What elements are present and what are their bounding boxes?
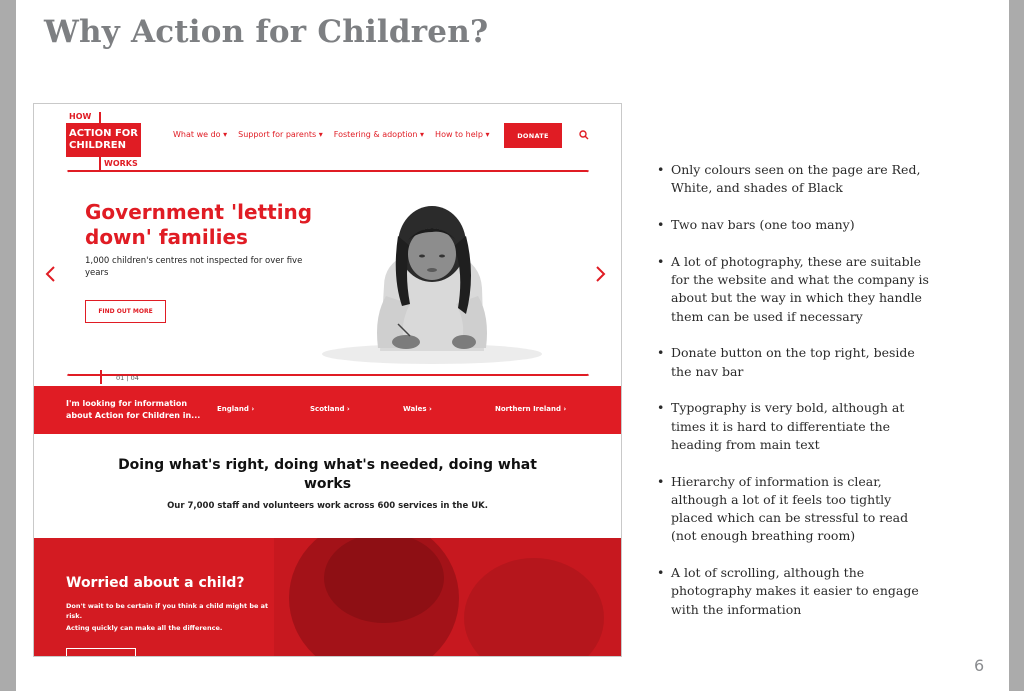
hero-body: 1,000 children's centres not inspected for over five years	[85, 256, 303, 278]
mission-heading: Doing what's right, doing what's needed, doing what works	[118, 457, 537, 492]
note-item: • Only colours seen on the page are Red, White, and shades of Black	[657, 161, 937, 198]
logo-works: WORKS	[104, 159, 138, 168]
slide-title: Why Action for Children?	[44, 14, 489, 50]
pager-rule	[100, 370, 102, 384]
nav-support-for-parents[interactable]: Support for parents ▾	[238, 130, 323, 139]
site-nav	[173, 130, 500, 139]
chevron-left-icon[interactable]	[44, 265, 56, 283]
donate-button[interactable]: DONATE	[504, 123, 562, 148]
logo-rule-bottom	[99, 157, 101, 171]
region-bar	[34, 386, 621, 434]
region-bar-lead: I'm looking for information about Action for Children in...	[66, 399, 201, 420]
search-icon[interactable]	[579, 130, 589, 140]
note-item: • Two nav bars (one too many)	[657, 216, 937, 234]
logo-box	[66, 123, 141, 157]
region-link-scotland[interactable]: Scotland ›	[310, 405, 350, 413]
nav-how-to-help[interactable]: How to help ▾	[435, 130, 490, 139]
slide-pager: 01 | 04	[116, 374, 139, 382]
logo-rule-top	[99, 112, 101, 123]
site-header	[34, 104, 621, 168]
notes-list	[657, 161, 937, 637]
logo-line-action: ACTION FOR	[69, 128, 139, 139]
logo-how: HOW	[69, 112, 92, 121]
worried-text-1: Don't wait to be certain if you think a child might be at risk.	[66, 602, 269, 620]
mission-section	[34, 434, 621, 538]
worried-section	[34, 538, 621, 656]
worried-text-2: Acting quickly can make all the difference.	[66, 624, 223, 632]
page-number: 6	[974, 656, 985, 675]
region-link-wales[interactable]: Wales ›	[403, 405, 432, 413]
note-item: • A lot of photography, these are suitable for the website and what the company is about but the way in which they handle them can be used if necessary	[657, 253, 937, 326]
worried-photo	[274, 538, 621, 656]
note-item: • Hierarchy of information is clear, although a lot of it feels too tightly placed which can be stressful to read (not enough breathing room)	[657, 473, 937, 546]
note-item: • Typography is very bold, although at times it is hard to differentiate the heading from main text	[657, 399, 937, 454]
nav-fostering-adoption[interactable]: Fostering & adoption ▾	[333, 130, 425, 139]
note-item: • Donate button on the top right, beside the nav bar	[657, 344, 937, 381]
hero-heading: Government 'letting down' families	[85, 200, 313, 249]
chevron-right-icon[interactable]	[595, 265, 607, 283]
site-logo[interactable]	[66, 112, 146, 168]
mission-subtext: Our 7,000 staff and volunteers work across 600 services in the UK.	[167, 501, 488, 511]
logo-line-children: CHILDREN	[69, 140, 127, 151]
website-screenshot	[33, 103, 622, 657]
region-link-northern-ireland[interactable]: Northern Ireland ›	[495, 405, 567, 413]
worried-heading: Worried about a child?	[66, 575, 245, 591]
note-item: • A lot of scrolling, although the photography makes it easier to engage with the information	[657, 564, 937, 619]
region-link-england[interactable]: England ›	[217, 405, 255, 413]
worried-button[interactable]	[66, 648, 136, 656]
find-out-more-button[interactable]: FIND OUT MORE	[85, 300, 166, 323]
hero-photo-child-drawing	[314, 176, 554, 366]
nav-what-we-do[interactable]: What we do ▾	[173, 130, 228, 139]
slide	[16, 0, 1009, 691]
